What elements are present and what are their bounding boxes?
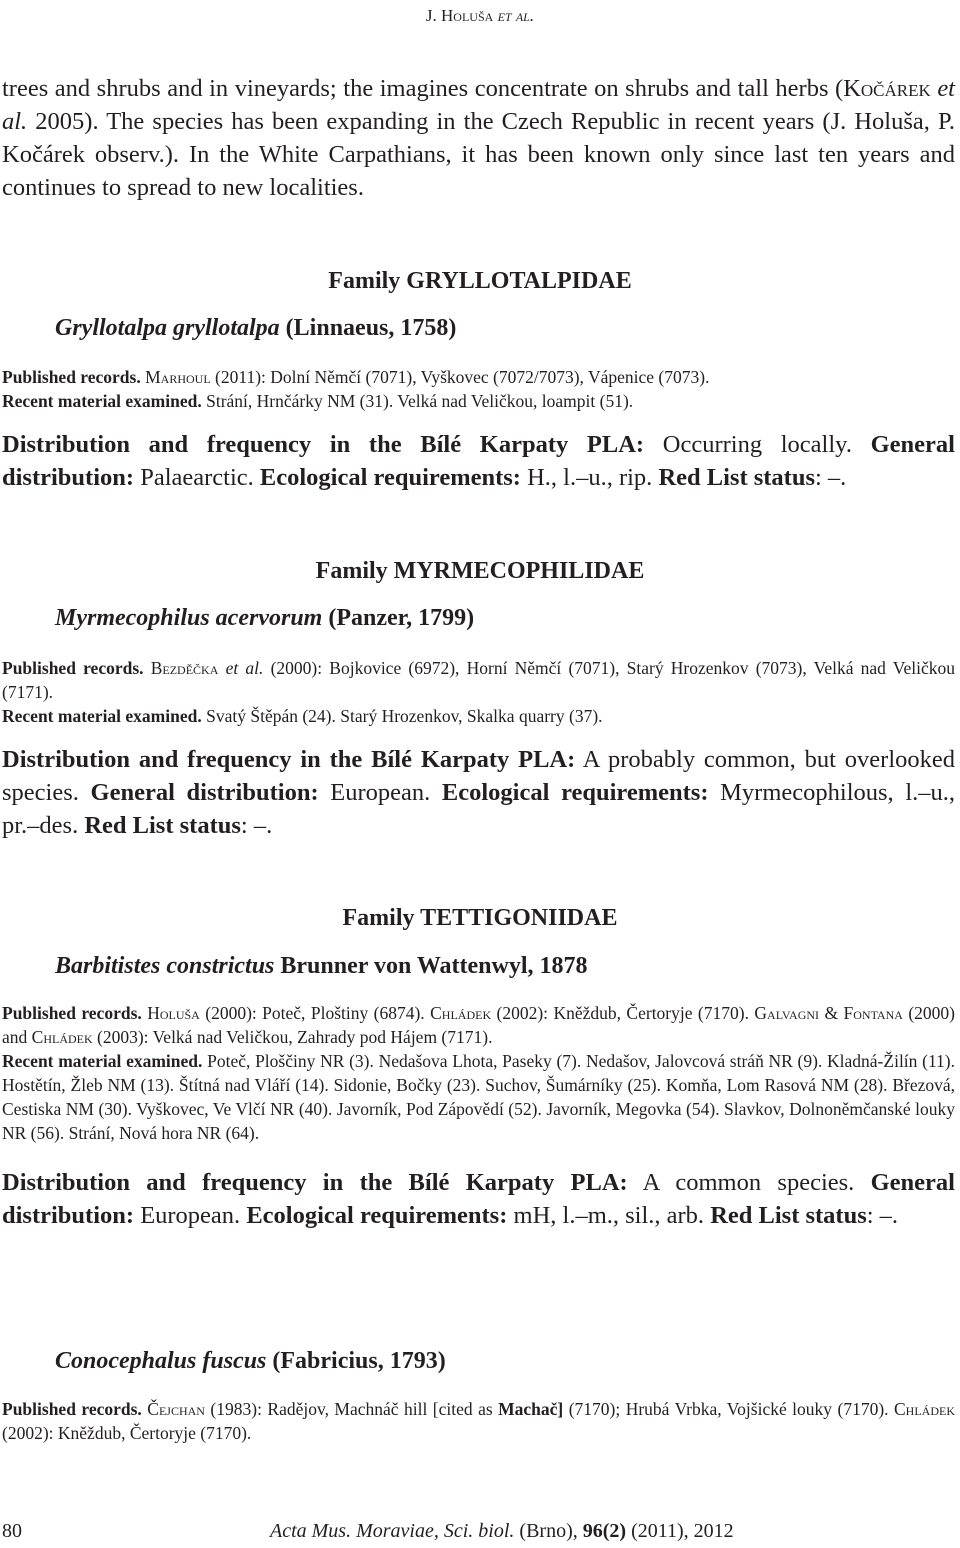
distribution-paragraph <box>2 743 955 842</box>
citation-author: Chládek <box>31 1027 93 1047</box>
published-label: Published records. <box>2 1003 142 1023</box>
dist-text: A common species. <box>627 1169 871 1196</box>
recent-text: Poteč, Ploščiny NR (3). Nedašova Lhota, Paseky (7). Nedašov, Jalovcová stráň NR (9). Kladná-Žilín (11). Hostětín, Žleb NM (13). Štítná nad Vláří (14). Sidonie, Bočky (23). Suchov, Šumárníky (25). Komňa, Lom Rasová NM (28). Březová, Cestiska NM (30). Vyškovec, Ve Vlčí NR (40). Javorník, Pod Zápovědí (52). Javorník, Megovka (54). Slavkov, Dolnoněmčanské louky NR (56). Strání, Nová hora NR (64). <box>2 1051 955 1143</box>
recent-label: Recent material examined. <box>2 1051 203 1071</box>
eco-text: Myrmecophilous, l.–u., pr.–des. <box>2 779 955 839</box>
recent-material <box>2 389 955 413</box>
citation-author: Galvagni <box>754 1003 820 1023</box>
red-list-text: : –. <box>240 812 273 839</box>
published-records <box>2 365 955 389</box>
species-author: (Fabricius, 1793) <box>272 1348 446 1374</box>
intro-text: 2005). The species has been expanding in the Czech Republic in recent years (J. Holuša, P. Kočárek observ.). In the White Carpathians, it has been known only since last ten years and continues to spread to new localities. <box>2 108 955 201</box>
citation-author: Marhoul <box>145 367 211 387</box>
family-heading: Family GRYLLOTALPIDAE <box>328 268 632 294</box>
distribution-paragraph <box>2 1166 955 1232</box>
journal-place: (Brno), <box>514 1520 583 1542</box>
records-block <box>2 1001 955 1145</box>
running-head <box>0 6 960 26</box>
general-label: General distribution: <box>2 431 955 491</box>
cited-name: Machač] <box>498 1399 564 1419</box>
records-block <box>2 1397 955 1445</box>
eco-label: Ecological requirements: <box>246 1202 508 1229</box>
species-author: (Linnaeus, 1758) <box>285 315 457 341</box>
published-label: Published records. <box>2 658 144 678</box>
recent-label: Recent material examined. <box>2 706 202 726</box>
citation-author: Chládek <box>430 1003 492 1023</box>
species-author: (Panzer, 1799) <box>328 605 475 631</box>
red-list-label: Red List status <box>710 1202 867 1229</box>
distribution-paragraph <box>2 428 955 494</box>
species-heading <box>55 953 588 980</box>
intro-author: Kočárek <box>843 75 931 102</box>
recent-label: Recent material examined. <box>2 391 202 411</box>
eco-text: mH, l.–m., sil., arb. <box>507 1202 711 1229</box>
published-text: (2002): Kněždub, Čertoryje (7170). <box>491 1003 755 1023</box>
citation-author: Chládek <box>894 1399 955 1419</box>
citation-author: Bezděčka <box>150 658 219 678</box>
journal-citation <box>270 1520 734 1543</box>
red-list-label: Red List status <box>84 812 241 839</box>
published-text: (2003): Velká nad Veličkou, Zahrady pod Hájem (7171). <box>92 1027 493 1047</box>
published-label: Published records. <box>2 367 141 387</box>
published-text: (2011): Dolní Němčí (7071), Vyškovec (7072/7073), Vápenice (7073). <box>210 367 710 387</box>
intro-paragraph <box>2 72 955 204</box>
dist-text: Occurring locally. <box>644 431 871 458</box>
species-name: Gryllotalpa gryllotalpa <box>55 315 280 341</box>
published-text: (2000): Bojkovice (6972), Horní Němčí (7071), Starý Hrozenkov (7073), Velká nad Veličkou (7171). <box>2 658 956 702</box>
general-label: General distribution: <box>2 1169 955 1229</box>
dist-label: Distribution and frequency in the Bílé Karpaty PLA: <box>2 1169 628 1196</box>
species-heading <box>55 605 474 632</box>
records-block <box>2 656 955 728</box>
red-list-text: : –. <box>814 464 847 491</box>
dist-label: Distribution and frequency in the Bílé Karpaty PLA: <box>2 746 576 773</box>
published-text: & <box>819 1003 844 1023</box>
recent-text: Svatý Štěpán (24). Starý Hrozenkov, Skalka quarry (37). <box>201 706 603 726</box>
published-records <box>2 1397 955 1445</box>
running-head-etal: et al. <box>497 6 535 25</box>
species-heading <box>55 1348 446 1375</box>
citation-author: Čejchan <box>147 1399 205 1419</box>
page-number: 80 <box>2 1520 22 1542</box>
recent-material <box>2 704 955 728</box>
published-label: Published records. <box>2 1399 142 1419</box>
general-text: European. <box>318 779 442 806</box>
recent-material <box>2 1049 955 1145</box>
family-heading: Family MYRMECOPHILIDAE <box>315 558 645 584</box>
dist-label: Distribution and frequency in the Bílé Karpaty PLA: <box>2 431 645 458</box>
published-text: (7170); Hrubá Vrbka, Vojšické louky (7170). <box>563 1399 894 1419</box>
red-list-text: : –. <box>866 1202 899 1229</box>
intro-text: trees and shrubs and in vineyards; the imagines concentrate on shrubs and tall herbs ( <box>2 75 844 102</box>
published-records <box>2 1001 955 1049</box>
journal-years: (2011), 2012 <box>626 1520 734 1542</box>
species-author: Brunner von Wattenwyl, 1878 <box>280 953 588 979</box>
general-label: General distribution: <box>90 779 319 806</box>
species-heading <box>55 315 456 342</box>
citation-etal: et al. <box>225 658 264 678</box>
citation-author: Holuša <box>147 1003 200 1023</box>
eco-text: H., l.–u., rip. <box>520 464 659 491</box>
records-block <box>2 365 955 413</box>
journal-volume: 96(2) <box>582 1520 627 1542</box>
published-text: (2000) and <box>2 1003 956 1047</box>
general-text: European. <box>134 1202 247 1229</box>
family-heading: Family TETTIGONIIDAE <box>342 905 618 931</box>
published-text: (1983): Radějov, Machnáč hill [cited as <box>204 1399 499 1419</box>
species-name: Myrmecophilus acervorum <box>55 605 323 631</box>
intro-etal: et al. <box>2 75 955 135</box>
published-text: (2002): Kněždub, Čertoryje (7170). <box>2 1423 252 1443</box>
species-name: Barbitistes constrictus <box>55 953 275 979</box>
published-records <box>2 656 955 704</box>
red-list-label: Red List status <box>658 464 815 491</box>
species-name: Conocephalus fuscus <box>55 1348 267 1374</box>
recent-text: Strání, Hrnčárky NM (31). Velká nad Veličkou, loampit (51). <box>201 391 634 411</box>
journal-title: Acta Mus. Moraviae, Sci. biol. <box>270 1520 515 1542</box>
general-text: Palaearctic. <box>134 464 260 491</box>
dist-text: A probably common, but overlooked species. <box>2 746 955 806</box>
eco-label: Ecological requirements: <box>441 779 709 806</box>
eco-label: Ecological requirements: <box>259 464 521 491</box>
running-head-author: J. Holuša <box>425 6 494 25</box>
published-text: (2000): Poteč, Ploštiny (6874). <box>199 1003 431 1023</box>
citation-author: Fontana <box>843 1003 903 1023</box>
